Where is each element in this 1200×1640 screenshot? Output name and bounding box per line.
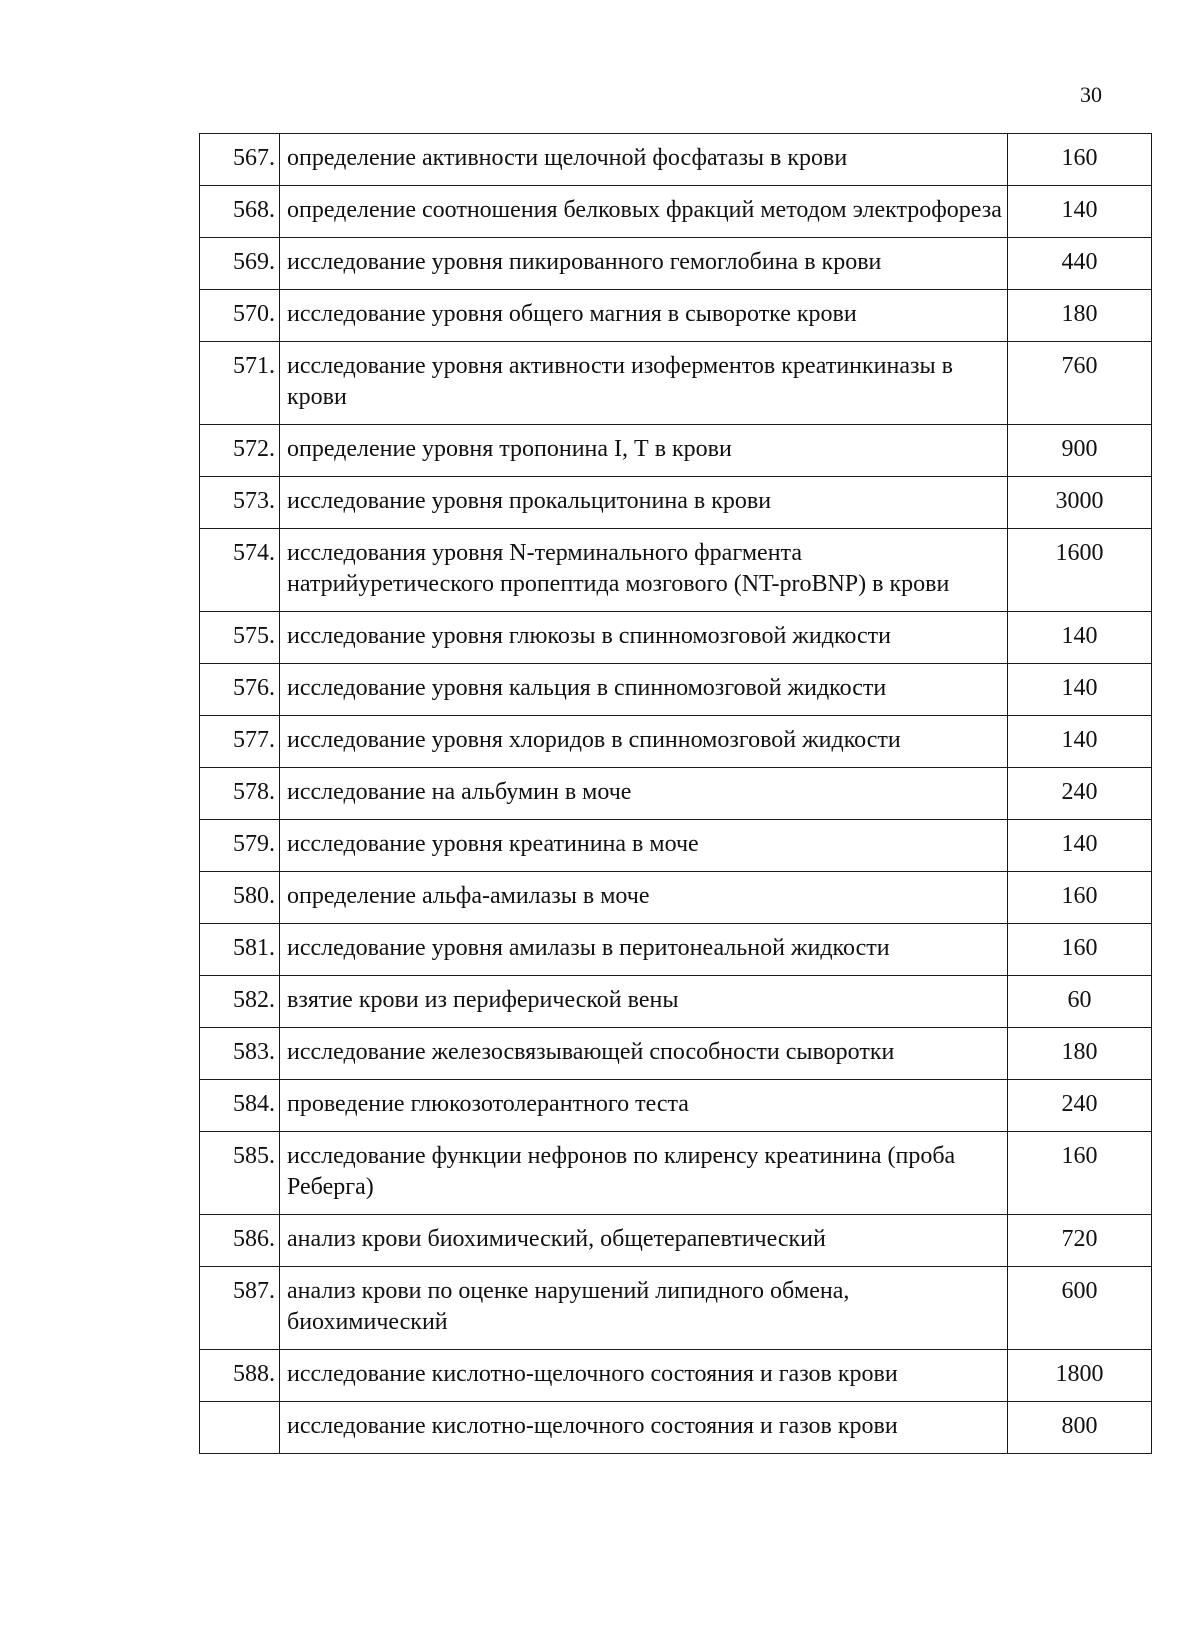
service-price: 180 — [1008, 1028, 1152, 1080]
service-price: 160 — [1008, 924, 1152, 976]
service-description: исследование железосвязывающей способности сыворотки — [280, 1028, 1008, 1080]
row-number: 588. — [200, 1350, 280, 1402]
table-row — [200, 716, 1152, 768]
service-price: 440 — [1008, 238, 1152, 290]
table-row — [200, 924, 1152, 976]
service-description: проведение глюкозотолерантного теста — [280, 1080, 1008, 1132]
service-price: 720 — [1008, 1215, 1152, 1267]
row-number: 583. — [200, 1028, 280, 1080]
row-number: 575. — [200, 612, 280, 664]
service-price: 60 — [1008, 976, 1152, 1028]
row-number: 586. — [200, 1215, 280, 1267]
service-price: 160 — [1008, 134, 1152, 186]
table-row — [200, 612, 1152, 664]
table-row — [200, 238, 1152, 290]
service-description: исследование уровня кальция в спинномозговой жидкости — [280, 664, 1008, 716]
table-row — [200, 1080, 1152, 1132]
row-number: 573. — [200, 477, 280, 529]
table-row — [200, 976, 1152, 1028]
table-row — [200, 820, 1152, 872]
price-table-body — [200, 134, 1152, 1454]
table-row — [200, 872, 1152, 924]
row-number: 568. — [200, 186, 280, 238]
service-price: 160 — [1008, 872, 1152, 924]
table-row — [200, 477, 1152, 529]
row-number: 576. — [200, 664, 280, 716]
row-number: 578. — [200, 768, 280, 820]
service-description: определение активности щелочной фосфатазы в крови — [280, 134, 1008, 186]
row-number: 567. — [200, 134, 280, 186]
table-row — [200, 134, 1152, 186]
table-row — [200, 1402, 1152, 1454]
service-description: взятие крови из периферической вены — [280, 976, 1008, 1028]
service-price: 1800 — [1008, 1350, 1152, 1402]
service-description: определение альфа-амилазы в моче — [280, 872, 1008, 924]
service-description: анализ крови биохимический, общетерапевтический — [280, 1215, 1008, 1267]
service-description: исследование уровня амилазы в перитонеальной жидкости — [280, 924, 1008, 976]
service-price: 240 — [1008, 768, 1152, 820]
service-description: анализ крови по оценке нарушений липидного обмена, биохимический — [280, 1267, 1008, 1350]
service-price: 3000 — [1008, 477, 1152, 529]
table-row — [200, 186, 1152, 238]
table-row — [200, 425, 1152, 477]
row-number: 577. — [200, 716, 280, 768]
service-price: 1600 — [1008, 529, 1152, 612]
service-description: исследование кислотно-щелочного состояния и газов крови — [280, 1350, 1008, 1402]
service-description: исследование уровня глюкозы в спинномозговой жидкости — [280, 612, 1008, 664]
service-price: 140 — [1008, 820, 1152, 872]
service-price: 140 — [1008, 664, 1152, 716]
service-price: 600 — [1008, 1267, 1152, 1350]
row-number: 570. — [200, 290, 280, 342]
service-description: исследование функции нефронов по клиренсу креатинина (проба Реберга) — [280, 1132, 1008, 1215]
service-price: 240 — [1008, 1080, 1152, 1132]
service-description: исследование уровня хлоридов в спинномозговой жидкости — [280, 716, 1008, 768]
row-number: 584. — [200, 1080, 280, 1132]
table-row — [200, 529, 1152, 612]
table-row — [200, 1350, 1152, 1402]
row-number: 582. — [200, 976, 280, 1028]
service-description: исследование уровня креатинина в моче — [280, 820, 1008, 872]
row-number — [200, 1402, 280, 1454]
row-number: 571. — [200, 342, 280, 425]
service-description: исследование уровня общего магния в сыворотке крови — [280, 290, 1008, 342]
service-price: 760 — [1008, 342, 1152, 425]
row-number: 587. — [200, 1267, 280, 1350]
page-number: 30 — [1080, 82, 1102, 107]
service-price: 800 — [1008, 1402, 1152, 1454]
service-description: исследование уровня прокальцитонина в крови — [280, 477, 1008, 529]
service-price: 140 — [1008, 186, 1152, 238]
service-description: исследование на альбумин в моче — [280, 768, 1008, 820]
service-price: 140 — [1008, 612, 1152, 664]
row-number: 569. — [200, 238, 280, 290]
service-description: определение уровня тропонина I, Т в крови — [280, 425, 1008, 477]
service-price: 180 — [1008, 290, 1152, 342]
price-table — [199, 133, 1152, 1454]
service-description: определение соотношения белковых фракций методом электрофореза — [280, 186, 1008, 238]
service-price: 160 — [1008, 1132, 1152, 1215]
service-description: исследование уровня активности изоферментов креатинкиназы в крови — [280, 342, 1008, 425]
service-description: исследование уровня пикированного гемоглобина в крови — [280, 238, 1008, 290]
table-row — [200, 664, 1152, 716]
service-price: 900 — [1008, 425, 1152, 477]
row-number: 579. — [200, 820, 280, 872]
row-number: 581. — [200, 924, 280, 976]
table-row — [200, 290, 1152, 342]
row-number: 585. — [200, 1132, 280, 1215]
service-description: исследование кислотно-щелочного состояния и газов крови — [280, 1402, 1008, 1454]
table-row — [200, 1132, 1152, 1215]
table-row — [200, 1215, 1152, 1267]
table-row — [200, 342, 1152, 425]
table-row — [200, 1028, 1152, 1080]
service-description: исследования уровня N-терминального фрагмента натрийуретического пропептида мозгового (NT-proBNP) в крови — [280, 529, 1008, 612]
service-price: 140 — [1008, 716, 1152, 768]
row-number: 580. — [200, 872, 280, 924]
table-row — [200, 768, 1152, 820]
table-row — [200, 1267, 1152, 1350]
row-number: 574. — [200, 529, 280, 612]
row-number: 572. — [200, 425, 280, 477]
